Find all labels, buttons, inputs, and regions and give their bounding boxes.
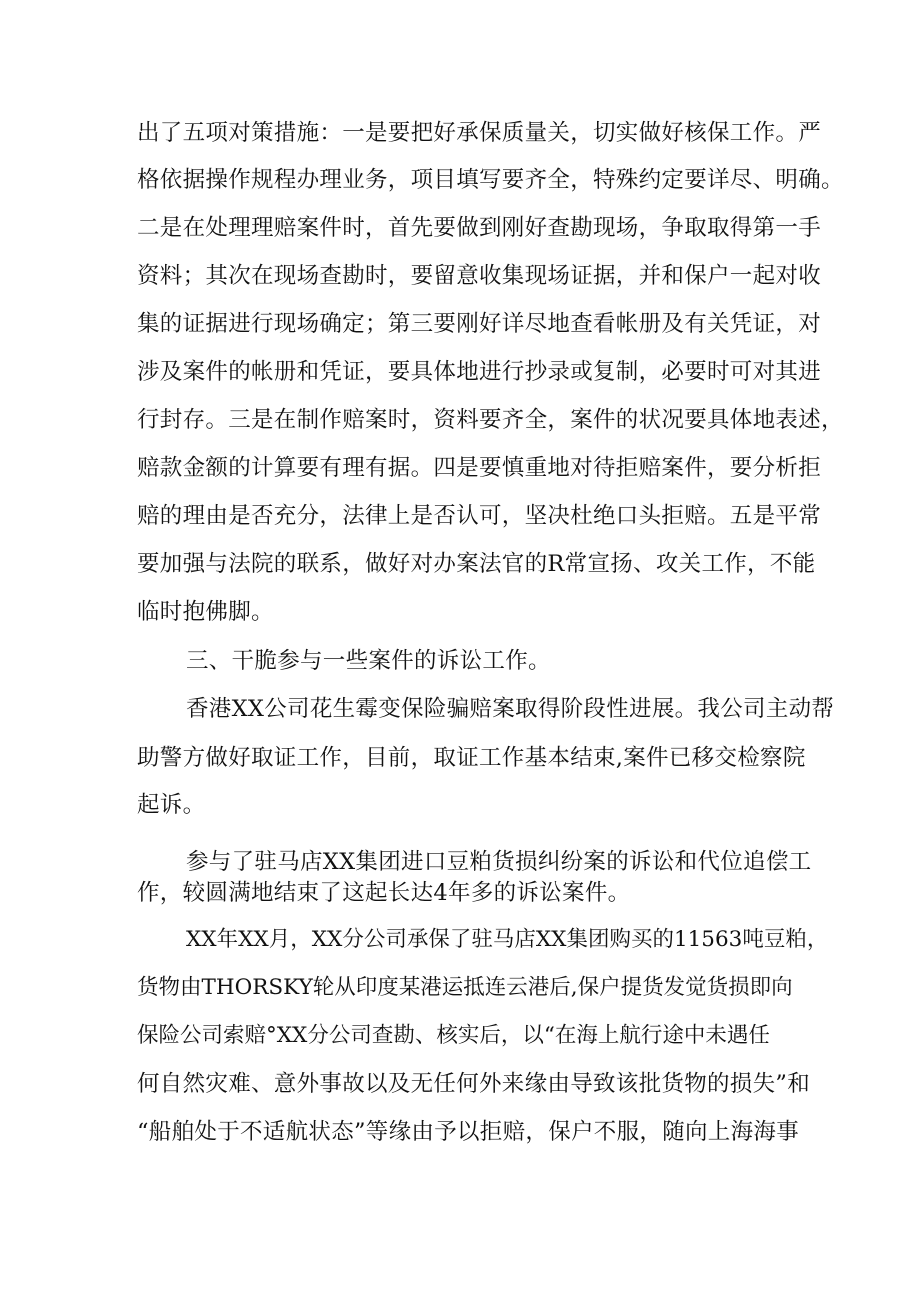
paragraph-line: 行封存。三是在制作赔案时，资料要齐全，案件的状况要具体地表述， [137, 407, 844, 433]
paragraph-line: “船舶处于不适航状态”等缘由予以拒赔，保户不服，随向上海海事 [137, 1119, 800, 1145]
paragraph-line: 何自然灾难、意外事故以及无任何外来缘由导致该批货物的损失”和 [137, 1071, 811, 1097]
paragraph-line: XX年XX月，XX分公司承保了驻马店XX集团购买的11563吨豆粕， [186, 927, 829, 952]
paragraph-line: 作，较圆满地结束了这起长达4年多的诉讼案件。 [137, 880, 631, 906]
paragraph-line: 临时抱佛脚。 [137, 599, 274, 625]
paragraph-line: 参与了驻马店XX集团进口豆粕货损纠纷案的诉讼和代位追偿工 [186, 849, 812, 875]
paragraph-line: 保险公司索赔°XX分公司查勘、核实后，以“在海上航行途中未遇任 [137, 1023, 770, 1048]
paragraph-line: 资料；其次在现场查勘时，要留意收集现场证据，并和保户一起对收 [137, 263, 822, 289]
paragraph-line: 格依据操作规程办理业务，项目填写要齐全，特殊约定要详尽、明确。 [137, 167, 844, 193]
paragraph-line: 出了五项对策措施：一是要把好承保质量关，切实做好核保工作。严 [137, 120, 822, 146]
paragraph-line: 二是在处理理赔案件时，首先要做到刚好查勘现场，争取取得第一手 [137, 215, 822, 241]
paragraph-line: 赔的理由是否充分，法律上是否认可，坚决杜绝口头拒赔。五是平常 [137, 503, 822, 529]
paragraph-line: 赔款金额的计算要有理有据。四是要慎重地对待拒赔案件，要分析拒 [137, 455, 822, 481]
paragraph-line: 香港XX公司花生霉变保险骗赔案取得阶段性进展。我公司主动帮 [186, 696, 835, 722]
paragraph-line: 助警方做好取证工作，目前，取证工作基本结束,案件已移交检察院 [137, 745, 806, 771]
paragraph-line: 涉及案件的帐册和凭证，要具体地进行抄录或复制，必要时可对其进 [137, 359, 822, 385]
paragraph-line: 要加强与法院的联系，做好对办案法官的R常宣扬、攻关工作，不能 [137, 551, 816, 577]
paragraph-line: 集的证据进行现场确定；第三要刚好详尽地查看帐册及有关凭证，对 [137, 311, 822, 337]
section-heading: 三、干脆参与一些案件的诉讼工作。 [186, 648, 551, 674]
paragraph-line: 货物由THORSKY轮从印度某港运抵连云港后,保户提货发觉货损即向 [137, 975, 793, 1000]
paragraph-line: 起诉。 [137, 792, 206, 818]
